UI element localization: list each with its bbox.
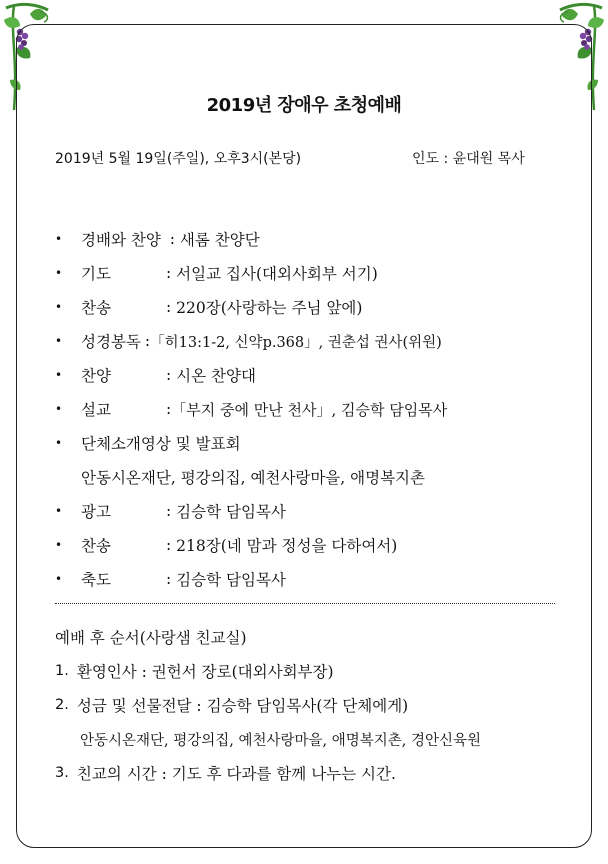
item-content: 「히13:1-2, 신약p.368」, 권춘섭 권사(위원) [150,334,442,351]
list-item: • 찬송 : 218장(네 맘과 정성을 다하여서) [55,536,398,555]
list-item: • 찬양 : 시온 찬양대 [55,366,256,385]
item-label: 기도 [81,265,111,283]
item-label: 단체소개영상 및 발표회 [81,435,241,453]
bullet-icon: • [55,572,63,586]
bullet-icon: • [55,368,63,382]
item-content: 환영인사 : 권헌서 장로(대외사회부장) [76,663,334,681]
item-number: 2. [55,697,69,713]
section-heading: 예배 후 순서(사랑샘 친교실) [55,629,247,647]
bullet-icon: • [55,436,63,450]
item-content: 성금 및 선물전달 : 김승학 담임목사(각 단체에게) [76,697,409,715]
item-content: 220장(사랑하는 주님 앞에) [176,299,363,317]
service-leader: 인도 : 윤대원 목사 [412,151,525,167]
organization-list: 안동시온재단, 평강의집, 예천사랑마을, 애명복지촌 [81,469,425,487]
bullet-icon: • [55,266,63,280]
item-content: 「부지 중에 만난 천사」, 김승학 담임목사 [171,400,448,419]
list-item-detail [55,722,575,756]
item-number: 3. [55,765,69,781]
list-item: • 설교 : 「부지 중에 만난 천사」, 김승학 담임목사 [55,400,448,419]
bullet-icon: • [55,300,63,314]
item-label: 경배와 찬양 [81,231,161,249]
item-content: 시온 찬양대 [176,367,256,385]
bullet-icon: • [55,504,63,518]
item-label: 찬송 [81,299,111,317]
list-item [55,688,575,722]
page-title: 2019년 장애우 초청예배 [206,95,402,116]
section-divider [55,603,555,604]
item-content: 김승학 담임목사 [176,503,286,521]
item-label: 설교 [81,401,111,419]
organization-list: 안동시온재단, 평강의집, 예천사랑마을, 애명복지촌, 경안신육원 [80,732,482,749]
list-item: • 경배와 찬양 : 새롬 찬양단 [55,230,260,249]
list-item [55,426,575,460]
bullet-icon: • [55,538,63,552]
list-item: • 축도 : 김승학 담임목사 [55,570,286,589]
item-label: 성경봉독 [81,333,141,351]
service-date: 2019년 5월 19일(주일), 오후3시(본당) [55,151,302,167]
bullet-icon: • [55,402,63,416]
item-label: 찬송 [81,537,111,555]
item-label: 축도 [81,571,111,589]
bullet-icon: • [55,232,63,246]
list-item: • 기도 : 서일교 집사(대외사회부 서기) [55,264,378,283]
item-content: 서일교 집사(대외사회부 서기) [176,265,378,283]
item-label: 찬양 [81,367,111,385]
item-content: 친교의 시간 : 기도 후 다과를 함께 나누는 시간. [76,765,396,783]
list-item: • 광고 : 김승학 담임목사 [55,502,286,521]
item-content: 218장(네 맘과 정성을 다하여서) [176,537,398,555]
list-item-detail [55,460,575,494]
item-label: 광고 [81,503,111,521]
list-item [55,756,575,790]
list-item [55,654,575,688]
item-number: 1. [55,663,69,679]
item-content: 새롬 찬양단 [179,231,260,249]
bullet-icon: • [55,334,63,348]
list-item: • 찬송 : 220장(사랑하는 주님 앞에) [55,298,363,317]
after-service-section [55,620,575,790]
program-list [55,222,575,596]
item-content: 김승학 담임목사 [176,571,286,589]
list-item: • 성경봉독 : 「히13:1-2, 신약p.368」, 권춘섭 권사(위원) [55,332,442,351]
